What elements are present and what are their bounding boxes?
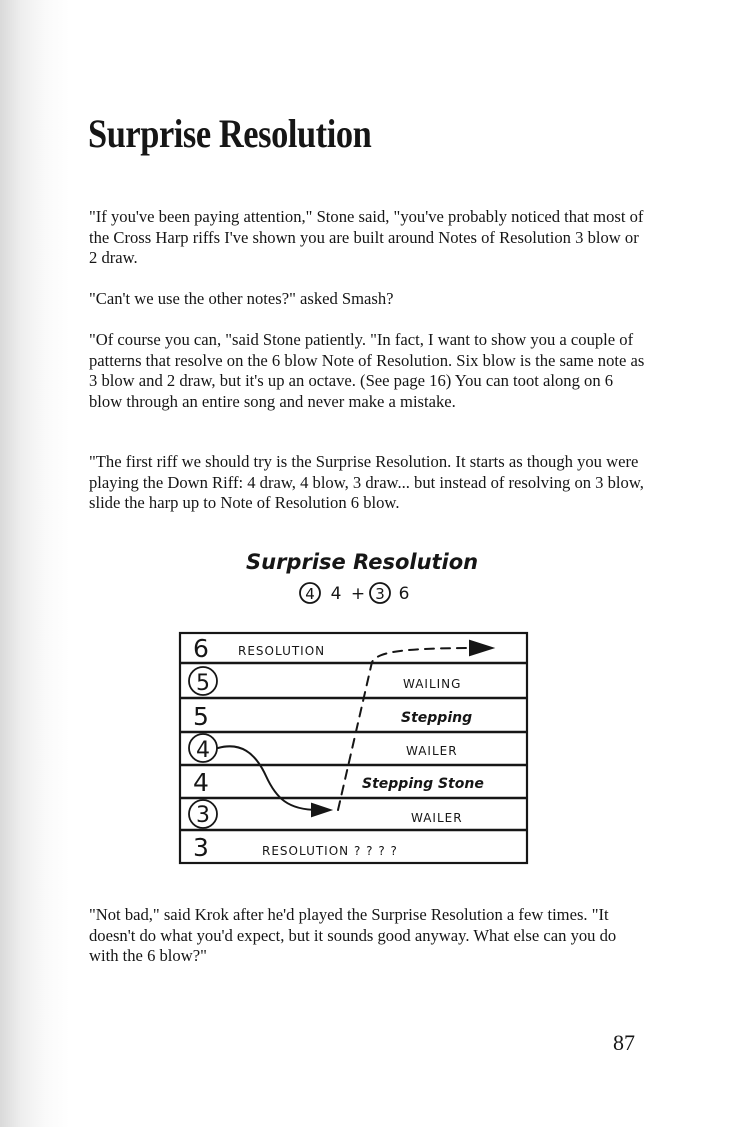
row-hole-5-draw: 5 (196, 671, 210, 696)
arrow-head-icon (470, 641, 492, 655)
row-label-wailer-2: WAILER (411, 811, 463, 825)
note-table (180, 633, 527, 863)
note-sequence (300, 583, 409, 604)
seq-step-1: 4 (305, 585, 315, 603)
paragraph-2: "Can't we use the other notes?" asked Smash? (89, 289, 394, 308)
riff-path-down (218, 746, 318, 810)
diagram-caption: Surprise Resolution (246, 550, 479, 574)
paragraph-4: "The first riff we should try is the Surprise Resolution. It starts as though you were playing the Down Riff: 4 draw, 4 blow, 3 draw... but instead of resolving on 3 blow, slide the harp up to Note of Resolution 6 blow. (89, 452, 644, 512)
seq-step-2: 4 (330, 584, 342, 604)
row-hole-4: 4 (193, 768, 209, 797)
row-label-stepping: Stepping (401, 710, 473, 726)
arrow-head-icon (312, 804, 330, 816)
chapter-title: Surprise Resolution (88, 111, 372, 156)
row-label-resolution-questions: RESOLUTION ? ? ? ? (262, 844, 398, 858)
row-hole-3-draw: 3 (196, 803, 210, 828)
row-label-wailing: WAILING (403, 677, 462, 691)
row-hole-3: 3 (193, 833, 209, 862)
seq-step-4: 6 (398, 584, 410, 604)
row-hole-4-draw: 4 (196, 738, 210, 763)
row-hole-5: 5 (193, 702, 209, 731)
row-label-wailer: WAILER (406, 744, 458, 758)
paragraph-3: "Of course you can, "said Stone patiently. "In fact, I want to show you a couple of patterns that resolve on the 6 blow Note of Resolution. Six blow is the same note as 3 blow and 2 draw, but it's up an octave. (See page 16) You can toot along on 6 blow through an entire song and never make a mistake. (89, 330, 645, 411)
row-label-stepping-stone: Stepping Stone (362, 776, 484, 792)
row-hole-6: 6 (193, 634, 209, 663)
seq-step-3: 3 (375, 585, 385, 603)
page-number: 87 (613, 1030, 635, 1055)
seq-joiner: + (350, 584, 366, 604)
paragraph-1: "If you've been paying attention," Stone said, "you've probably noticed that most of the Cross Harp riffs I've shown you are built around Notes of Resolution 3 blow or 2 draw. (89, 207, 644, 267)
row-label-resolution: RESOLUTION (238, 644, 326, 658)
paragraph-5: "Not bad," said Krok after he'd played the Surprise Resolution a few times. "It doesn't do what you'd expect, but it sounds good anyway. What else can you do with the 6 blow?" (89, 905, 617, 965)
